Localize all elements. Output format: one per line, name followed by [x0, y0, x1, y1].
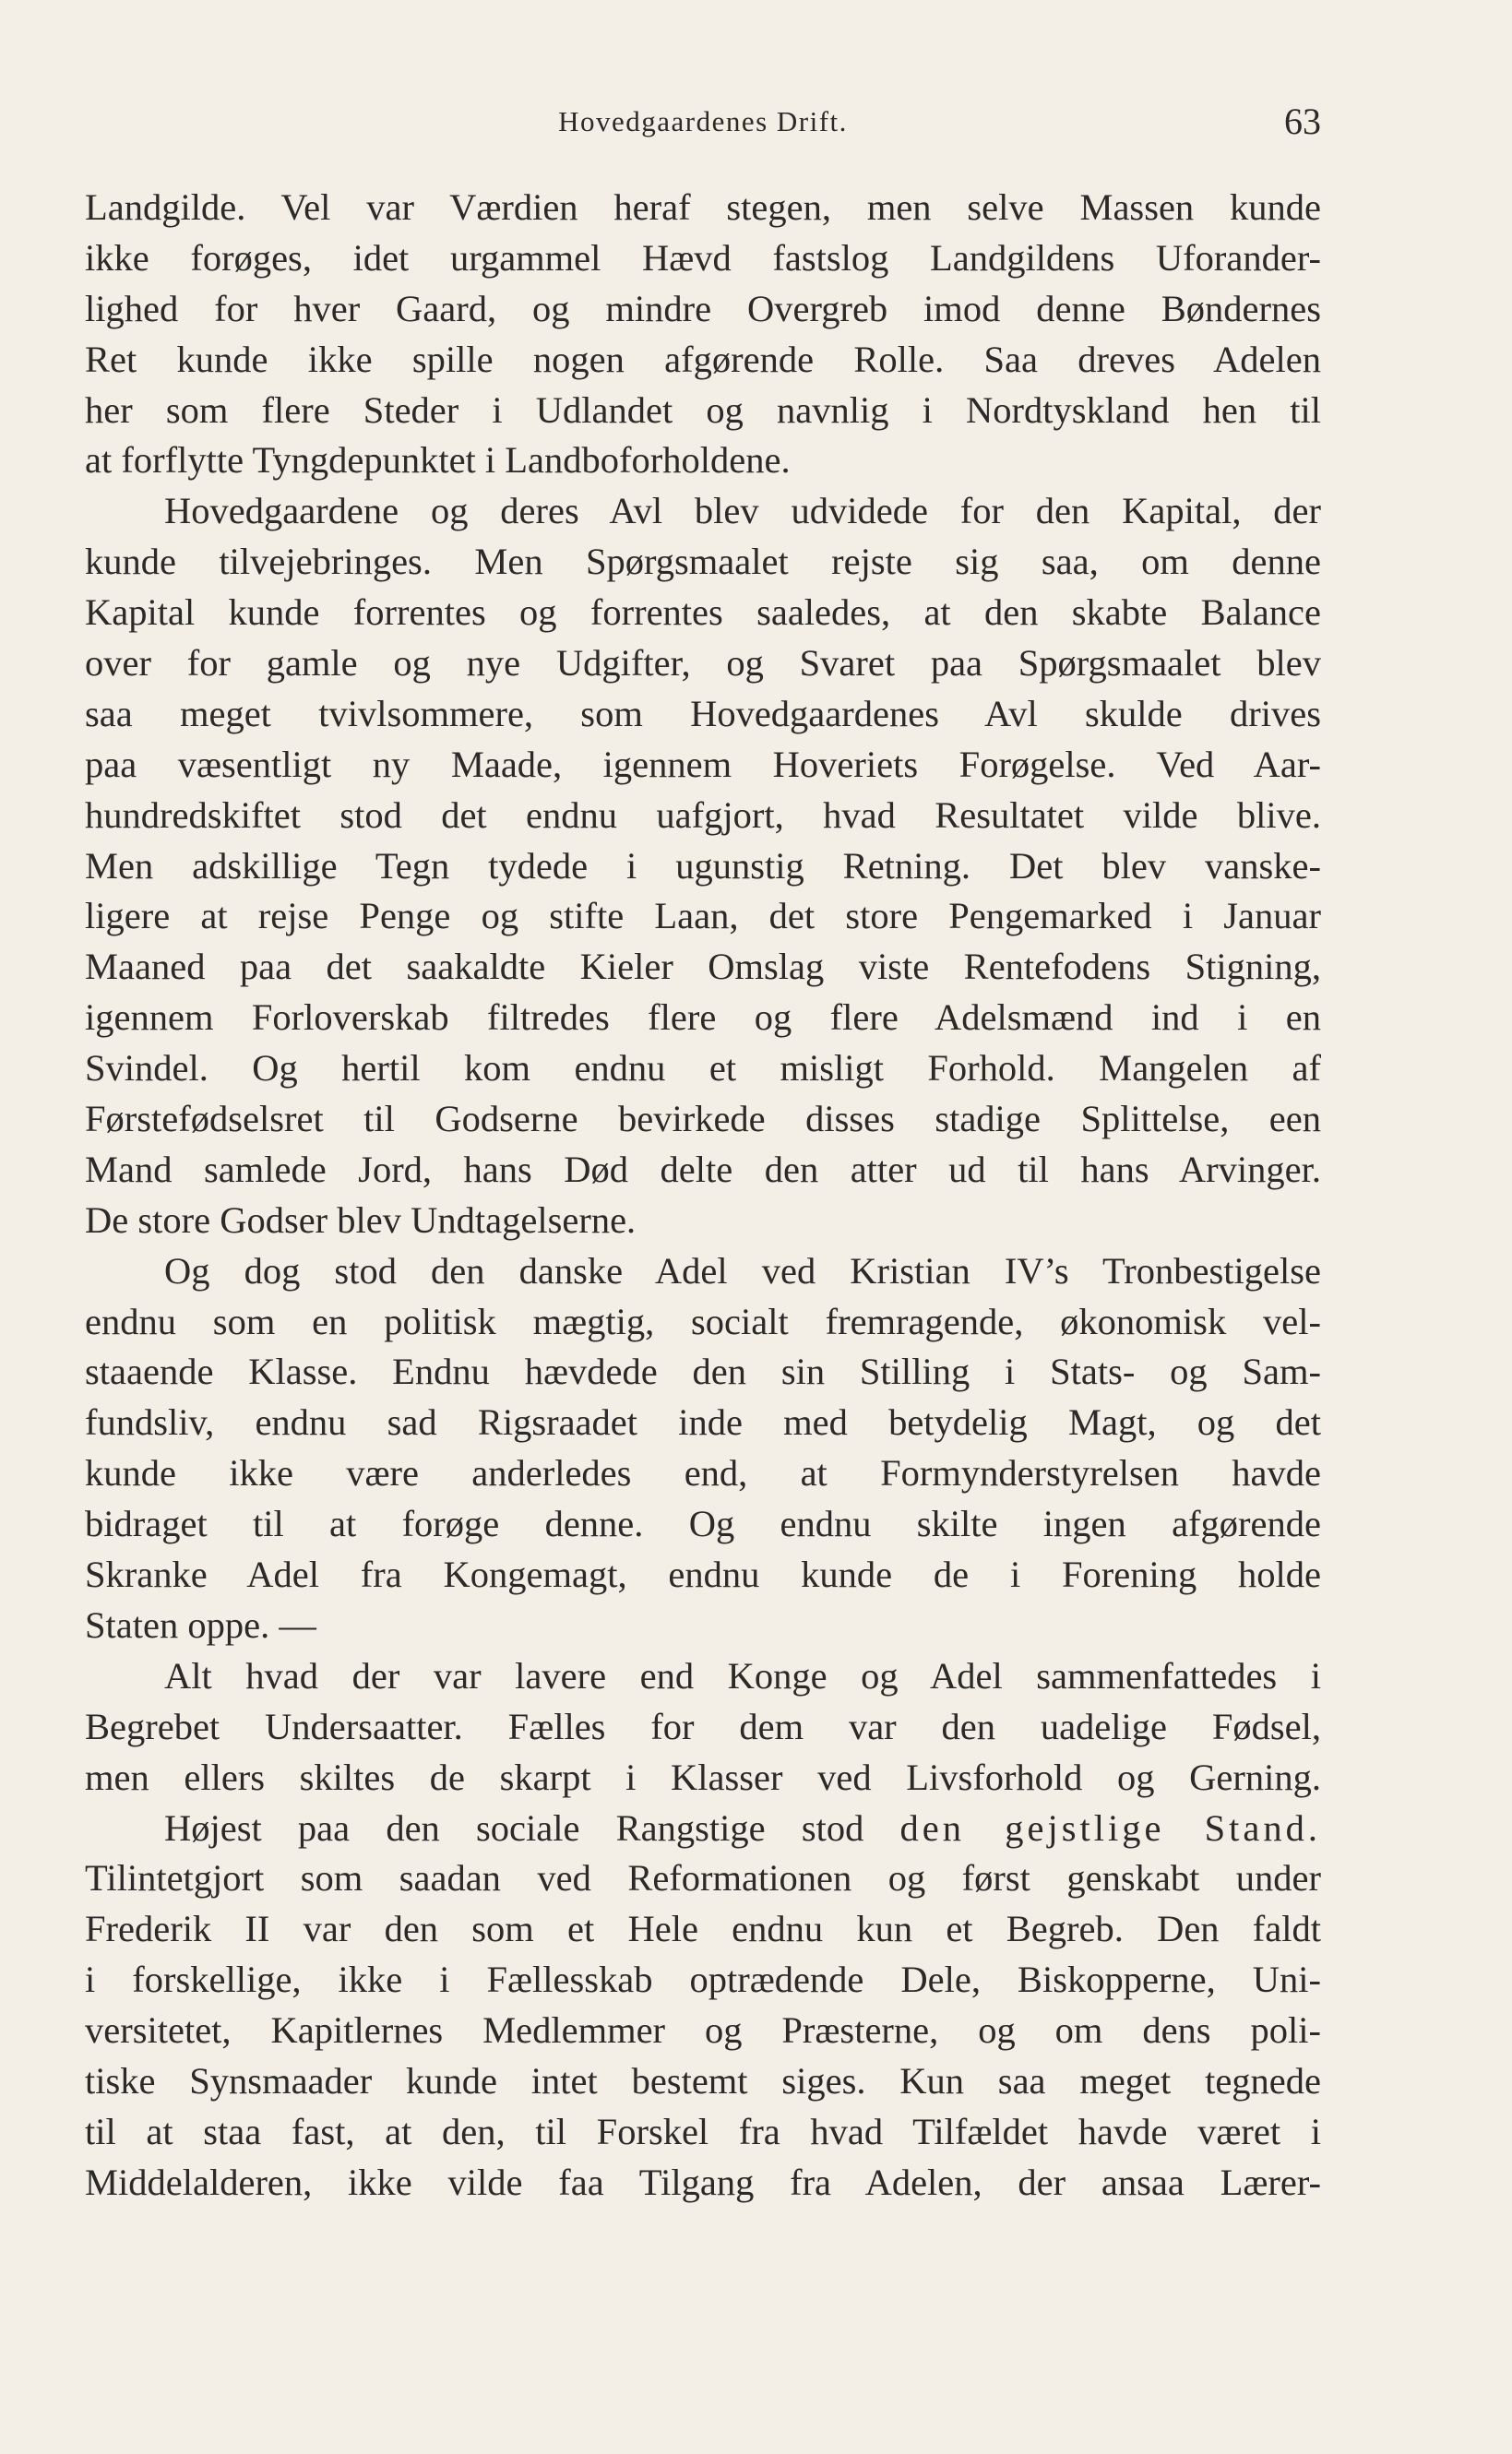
spaced-emphasis: den gejstlige Stand. [899, 1806, 1322, 1849]
text-line: Mand samlede Jord, hans Død delte den atter ud til hans Arvinger. [85, 1148, 1321, 1190]
text-line: Tilintetgjort som saadan ved Reformationen og først genskabt under [85, 1857, 1321, 1900]
paragraph-first-line: Hovedgaardene og deres Avl blev udvidede for den Kapital, der [164, 490, 1321, 532]
text-line: igennem Forloverskab filtredes flere og flere Adelsmænd ind i en [85, 996, 1321, 1039]
text-line: Frederik II var den som et Hele endnu kun et Begreb. Den faldt [85, 1908, 1321, 1950]
running-title: Hovedgaardenes Drift. [558, 105, 848, 137]
text-line: Ret kunde ikke spille nogen afgørende Rolle. Saa dreves Adelen [85, 338, 1321, 380]
text-line: tiske Synsmaader kunde intet bestemt siges. Kun saa meget tegnede [85, 2059, 1321, 2102]
text-line: ikke forøges, idet urgammel Hævd fastslog Landgildens Uforander- [85, 236, 1321, 279]
running-head [85, 100, 1321, 148]
paragraph-first-line: Og dog stod den danske Adel ved Kristian IV’s Tronbestigelse [164, 1249, 1321, 1292]
text-line: Skranke Adel fra Kongemagt, endnu kunde de i Forening holde [85, 1554, 1321, 1596]
text-line: lighed for hver Gaard, og mindre Overgreb imod denne Bøndernes [85, 287, 1321, 329]
text-line: kunde tilvejebringes. Men Spørgsmaalet rejste sig saa, om denne [85, 541, 1321, 583]
text-line: bidraget til at forøge denne. Og endnu skilte ingen afgørende [85, 1503, 1321, 1545]
page-number: 63 [1284, 101, 1321, 142]
text-line: Middelalderen, ikke vilde faa Tilgang fra Adelen, der ansaa Lærer- [85, 2161, 1321, 2203]
text-line: til at staa fast, at den, til Forskel fra hvad Tilfældet havde været i [85, 2110, 1321, 2152]
text-line: Maaned paa det saakaldte Kieler Omslag viste Rentefodens Stigning, [85, 946, 1321, 988]
text-line: Kapital kunde forrentes og forrentes saaledes, at den skabte Balance [85, 591, 1321, 634]
text-line: Førstefødselsret til Godserne bevirkede disses stadige Splittelse, een [85, 1098, 1321, 1140]
text-line: fundsliv, endnu sad Rigsraadet inde med betydelig Magt, og det [85, 1401, 1321, 1444]
text-line: Svindel. Og hertil kom endnu et misligt Forhold. Mangelen af [85, 1047, 1321, 1090]
text-line: versitetet, Kapitlernes Medlemmer og Præsterne, og om dens poli- [85, 2009, 1321, 2052]
text-line: paa væsentligt ny Maade, igennem Hoveriets Forøgelse. Ved Aar- [85, 743, 1321, 785]
text-line: endnu som en politisk mægtig, socialt fremragende, økonomisk vel- [85, 1300, 1321, 1342]
text-line: De store Godser blev Undtagelserne. [85, 1198, 637, 1241]
text-line: men ellers skiltes de skarpt i Klasser ved Livsforhold og Gerning. [85, 1756, 1321, 1798]
text-line: kunde ikke være anderledes end, at Formynderstyrelsen havde [85, 1452, 1321, 1495]
text-line: her som flere Steder i Udlandet og navnlig i Nordtyskland hen til [85, 388, 1321, 431]
text-line: at forflytte Tyngdepunktet i Landboforholdene. [85, 439, 791, 482]
text-line: saa meget tvivlsommere, som Hovedgaardenes Avl skulde drives [85, 692, 1321, 734]
text-line: Staten oppe. — [85, 1603, 316, 1646]
text-line: Begrebet Undersaatter. Fælles for dem var den uadelige Fødsel, [85, 1705, 1321, 1747]
paragraph-first-line: Alt hvad der var lavere end Konge og Adel sammenfattedes i [164, 1654, 1321, 1697]
text-line: Men adskillige Tegn tydede i ugunstig Retning. Det blev vanske- [85, 844, 1321, 887]
text-line: over for gamle og nye Udgifter, og Svaret paa Spørgsmaalet blev [85, 642, 1321, 685]
line-lead-text: Højest paa den sociale Rangstige stod [164, 1806, 864, 1849]
text-line: staaende Klasse. Endnu hævdede den sin Stilling i Stats- og Sam- [85, 1351, 1321, 1393]
text-line: ligere at rejse Penge og stifte Laan, det store Pengemarked i Januar [85, 895, 1321, 937]
body-text [85, 183, 1321, 2209]
text-line: hundredskiftet stod det endnu uafgjort, hvad Resultatet vilde blive. [85, 793, 1321, 836]
text-line: Landgilde. Vel var Værdien heraf stegen, men selve Massen kunde [85, 186, 1321, 228]
text-line: i forskellige, ikke i Fællesskab optrædende Dele, Biskopperne, Uni- [85, 1959, 1321, 2001]
paragraph-first-line [85, 1804, 1321, 1854]
